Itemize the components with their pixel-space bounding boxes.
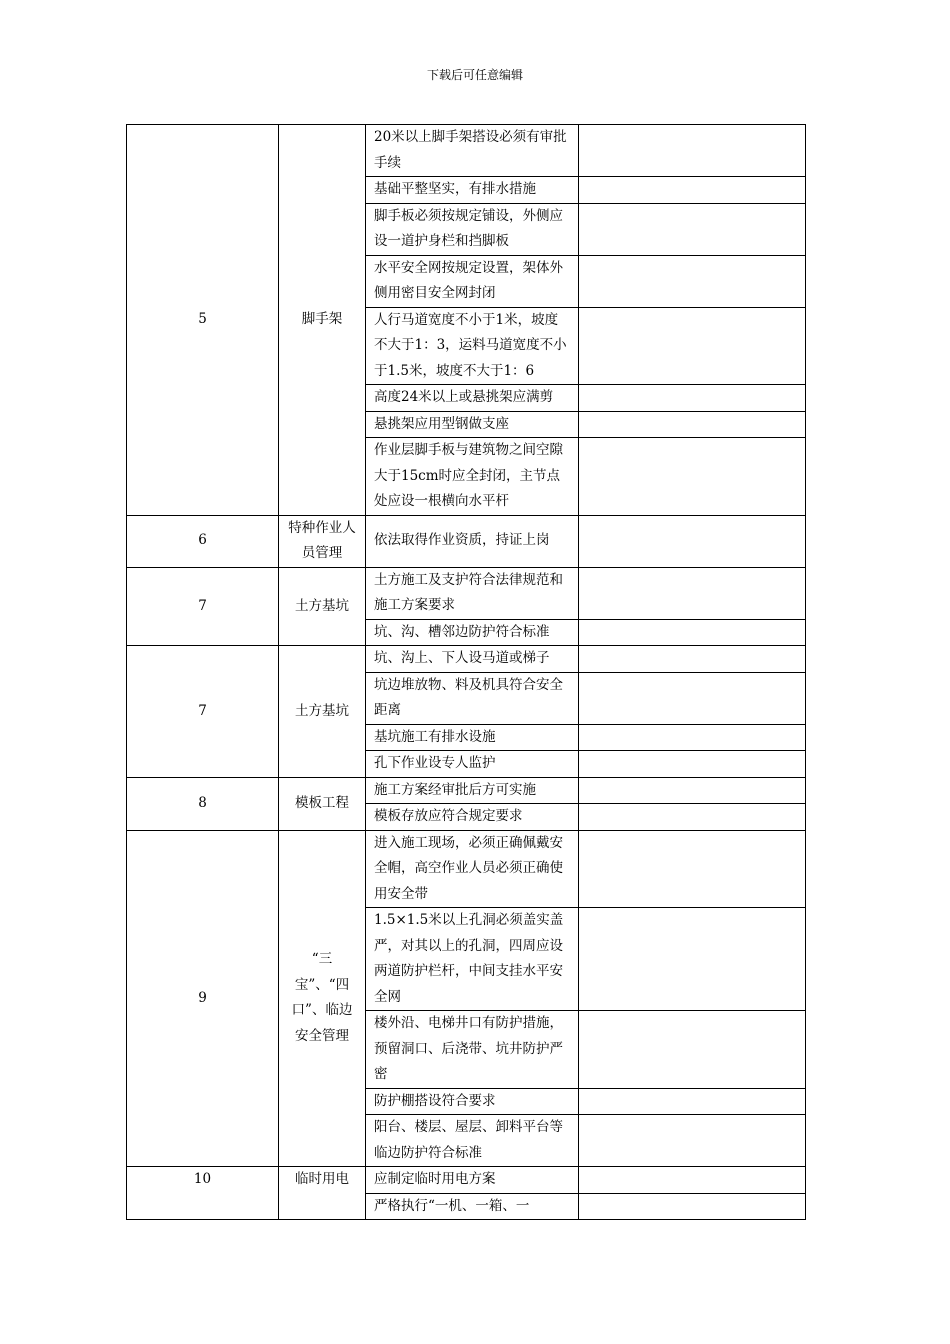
check-item: 基坑施工有排水设施 [366,724,579,751]
result-cell [579,724,806,751]
result-cell [579,411,806,438]
table-row [127,515,806,567]
check-item: 依法取得作业资质，持证上岗 [366,515,579,567]
check-item: 20米以上脚手架搭设必须有审批手续 [366,125,579,177]
check-item: 阳台、楼层、屋层、卸料平台等临边防护符合标准 [366,1115,579,1167]
check-item: 进入施工现场，必须正确佩戴安全帽，高空作业人员必须正确使用安全带 [366,830,579,908]
check-item: 坑、沟上、下人设马道或梯子 [366,646,579,673]
result-cell [579,567,806,619]
category-cell: 特种作业人员管理 [279,515,366,567]
check-item: 模板存放应符合规定要求 [366,804,579,831]
result-cell [579,1167,806,1194]
result-cell [579,830,806,908]
result-cell [579,438,806,516]
row-number: 9 [127,830,279,1167]
check-item: 坑边堆放物、料及机具符合安全距离 [366,672,579,724]
result-cell [579,1115,806,1167]
result-cell [579,672,806,724]
check-item: 孔下作业设专人监护 [366,751,579,778]
check-item: 1.5×1.5米以上孔洞必须盖实盖严，对其以上的孔洞，四周应设两道防护栏杆，中间支挂水平安全网 [366,908,579,1011]
result-cell [579,203,806,255]
result-cell [579,255,806,307]
table-row [127,125,806,177]
table-row [127,777,806,804]
result-cell [579,1088,806,1115]
table-row [127,1167,806,1194]
row-number: 7 [127,646,279,778]
check-item: 防护棚搭设符合要求 [366,1088,579,1115]
check-item: 土方施工及支护符合法律规范和施工方案要求 [366,567,579,619]
row-number: 6 [127,515,279,567]
check-item: 施工方案经审批后方可实施 [366,777,579,804]
table-row [127,646,806,673]
check-item: 水平安全网按规定设置，架体外侧用密目安全网封闭 [366,255,579,307]
result-cell [579,1011,806,1089]
result-cell [579,908,806,1011]
check-item: 高度24米以上或悬挑架应满剪 [366,385,579,412]
page-header: 下载后可任意编辑 [426,68,523,82]
check-item: 悬挑架应用型钢做支座 [366,411,579,438]
result-cell [579,177,806,204]
result-cell [579,1193,806,1220]
check-item: 基础平整坚实，有排水措施 [366,177,579,204]
result-cell [579,385,806,412]
check-item: 脚手板必须按规定铺设，外侧应设一道护身栏和挡脚板 [366,203,579,255]
result-cell [579,619,806,646]
result-cell [579,777,806,804]
row-number: 5 [127,125,279,516]
check-item: 严格执行“一机、一箱、一 [366,1193,579,1220]
category-cell: “三宝”、“四口”、临边安全管理 [279,830,366,1167]
category-cell: 临时用电 [279,1167,366,1220]
result-cell [579,515,806,567]
category-cell: 土方基坑 [279,646,366,778]
row-number: 10 [127,1167,279,1220]
category-cell: 土方基坑 [279,567,366,646]
check-item: 楼外沿、电梯井口有防护措施，预留洞口、后浇带、坑井防护严密 [366,1011,579,1089]
row-number: 7 [127,567,279,646]
category-cell: 脚手架 [279,125,366,516]
table-row [127,830,806,908]
result-cell [579,307,806,385]
safety-inspection-table [126,124,806,1220]
category-cell: 模板工程 [279,777,366,830]
check-item: 应制定临时用电方案 [366,1167,579,1194]
result-cell [579,125,806,177]
row-number: 8 [127,777,279,830]
result-cell [579,751,806,778]
check-item: 坑、沟、槽邻边防护符合标准 [366,619,579,646]
result-cell [579,804,806,831]
result-cell [579,646,806,673]
check-item: 作业层脚手板与建筑物之间空隙大于15cm时应全封闭，主节点处应设一根横向水平杆 [366,438,579,516]
check-item: 人行马道宽度不小于1米，坡度不大于1：3，运料马道宽度不小于1.5米，坡度不大于1：6 [366,307,579,385]
table-row [127,567,806,619]
